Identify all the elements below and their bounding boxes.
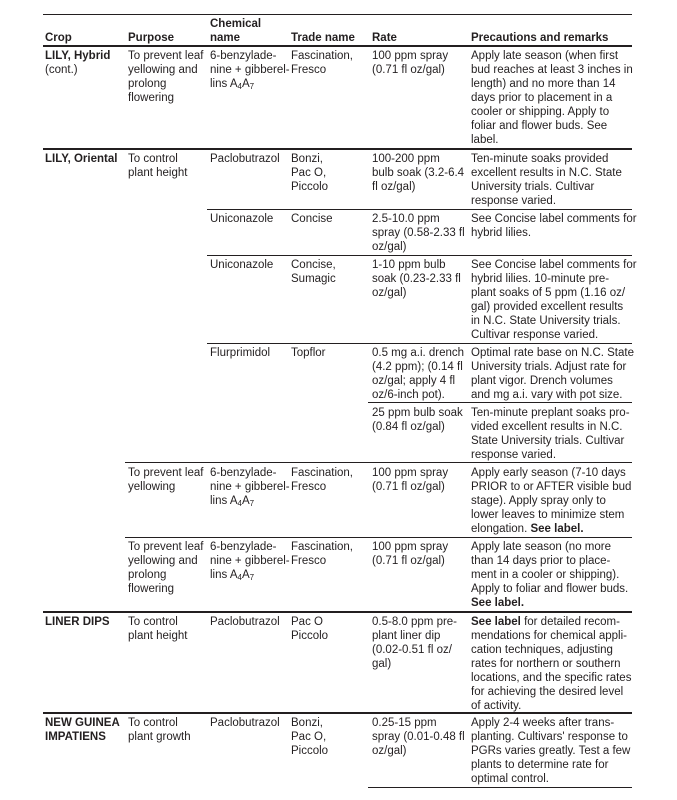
rate: 100 ppm spray (0.71 fl oz/gal) (372, 541, 449, 567)
chemical-name: 6-benzylade- nine + gibberel- lins $A_4A_7$ (210, 50, 290, 91)
chemical-name: 6-benzylade- nine + gibberel- lins $A_4A_7$ (210, 541, 290, 582)
crop-lily-hybrid: LILY, Hybrid (cont.) (45, 50, 111, 76)
trade-name: Topflor (291, 347, 326, 359)
purpose: To control plant height (128, 153, 188, 179)
remarks: Apply 2-4 weeks after trans- planting. Cultivars' response to PGRs varies greatly. Test a few plants to determine rate for optimal control. (471, 717, 631, 785)
bottom-partial-rule (368, 787, 632, 788)
top-rule (43, 14, 632, 15)
header-rate: Rate (372, 32, 397, 44)
rate: 0.5-8.0 ppm pre- plant liner dip (0.02-0.51 fl oz/ gal) (372, 616, 458, 670)
header-purpose: Purpose (128, 32, 175, 44)
trade-name: Concise, Sumagic (291, 259, 336, 285)
rate: 100 ppm spray (0.71 fl oz/gal) (372, 467, 449, 493)
remarks: Apply late season (no more than 14 days prior to place- ment in a cooler or shipping). Apply to foliar and flower buds. See label. (471, 541, 629, 609)
rate: 1-10 ppm bulb soak (0.23-2.33 fl oz/gal) (372, 259, 461, 299)
chemical-name: Flurprimidol (210, 347, 271, 359)
rate: 2.5-10.0 ppm spray (0.58-2.33 fl oz/gal) (372, 213, 465, 253)
sub-rule (125, 462, 632, 463)
purpose: To prevent leaf yellowing and prolong flowering (128, 50, 204, 104)
header-rule (43, 45, 632, 47)
rate: 25 ppm bulb soak (0.84 fl oz/gal) (372, 407, 463, 433)
rate: 0.5 mg a.i. drench (4.2 ppm); (0.14 fl oz/gal; apply 4 fl oz/6-inch pot). (372, 347, 465, 401)
crop-new-guinea-impatiens: NEW GUINEA IMPATIENS (45, 717, 120, 743)
remarks: Optimal rate base on N.C. State University trials. Adjust rate for plant vigor. Drench volumes and mg a.i. vary with pot size. (471, 347, 634, 401)
trade-name: Fascination, Fresco (291, 541, 354, 567)
trade-name: Bonzi, Pac O, Piccolo (291, 153, 329, 193)
remarks: See Concise label comments for hybrid lilies. 10-minute pre- plant soaks of 5 ppm (1.16 oz/ gal) provided excellent results in N.C. State University trials. Cultivar response varied. (471, 259, 637, 341)
crop-liner-dips: LINER DIPS (45, 616, 110, 628)
header-chemical: Chemical name (210, 18, 262, 44)
see-label-link: See label. (471, 597, 525, 609)
remarks: Apply late season (when first bud reaches at least 3 inches in length) and no more than 14 days prior to placement in a cooler or shipping. Apply to foliar and flower buds. See label. (471, 50, 633, 146)
remarks: See label for detailed recom- mendations for chemical appli- cation techniques, adjusting rates for northern or southern locations, and the specific rates for achieving the desired level of activity. (471, 616, 632, 712)
purpose: To prevent leaf yellowing and prolong flowering (128, 541, 204, 595)
rate: 100 ppm spray (0.71 fl oz/gal) (372, 50, 449, 76)
sub-rule (125, 537, 632, 538)
see-label-link: See label (471, 616, 521, 628)
header-trade: Trade name (291, 32, 355, 44)
rate: 100-200 ppm bulb soak (3.2-6.4 fl oz/gal) (372, 153, 465, 193)
purpose: To control plant height (128, 616, 188, 642)
chemical-name: Uniconazole (210, 213, 274, 225)
remarks: Ten-minute preplant soaks pro- vided excellent results in N.C. State University trials. Cultivar response varied. (471, 407, 630, 461)
trade-name: Fascination, Fresco (291, 467, 354, 493)
sub-rule (207, 343, 632, 344)
chemical-name: Paclobutrazol (210, 616, 280, 628)
chemical-name: 6-benzylade- nine + gibberel- lins $A_4A_7$ (210, 467, 290, 508)
trade-name: Concise (291, 213, 333, 225)
trade-name: Fascination, Fresco (291, 50, 354, 76)
chemical-name: Uniconazole (210, 259, 274, 271)
remarks: See Concise label comments for hybrid lilies. (471, 213, 637, 239)
remarks: Ten-minute soaks provided excellent results in N.C. State University trials. Cultivar response varied. (471, 153, 622, 207)
remarks: Apply early season (7-10 days PRIOR to or AFTER visible bud stage). Apply spray only to lower leaves to minimize stem elongation. See label. (471, 467, 632, 535)
crop-lily-oriental: LILY, Oriental (45, 153, 118, 165)
trade-name: Bonzi, Pac O, Piccolo (291, 717, 329, 757)
chemical-name: Paclobutrazol (210, 717, 280, 729)
purpose: To control plant growth (128, 717, 191, 743)
see-label-link: See label. (530, 523, 584, 535)
chemical-name: Paclobutrazol (210, 153, 280, 165)
sub-rule (207, 255, 632, 256)
header-remarks: Precautions and remarks (471, 32, 609, 44)
header-crop: Crop (45, 32, 72, 44)
sub-rule (207, 209, 632, 210)
row-rule-lily-oriental (43, 148, 632, 150)
trade-name: Pac O Piccolo (291, 616, 329, 642)
sub-rule (368, 402, 632, 403)
rate: 0.25-15 ppm spray (0.01-0.48 fl oz/gal) (372, 717, 465, 757)
row-rule-liner-dips (43, 611, 632, 613)
purpose: To prevent leaf yellowing (128, 467, 204, 493)
